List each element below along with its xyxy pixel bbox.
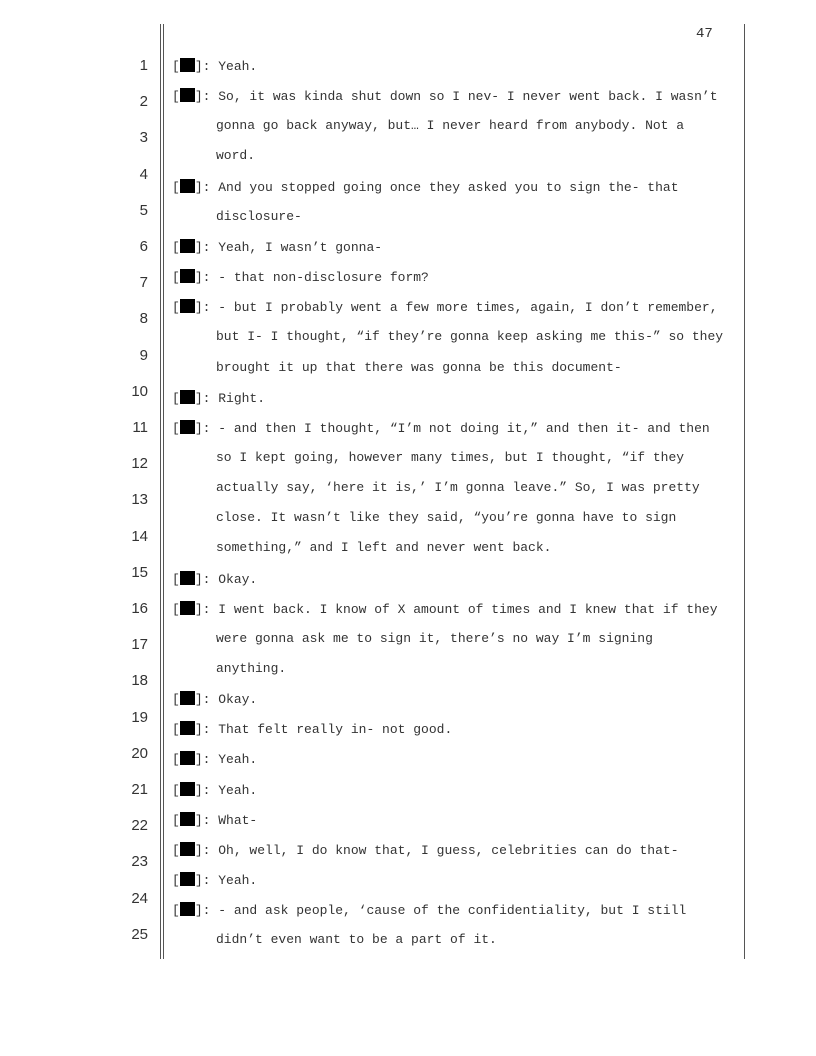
speaker-open-bracket: [ — [172, 722, 180, 738]
speaker-tag — [172, 179, 210, 195]
line-text: but I- I thought, “if they’re gonna keep asking me this-” so they — [216, 329, 724, 345]
line-number: 1 — [139, 57, 148, 74]
line-text: What- — [210, 812, 258, 828]
line-text: I went back. I know of X amount of times and I knew that if they — [210, 601, 718, 617]
continuation-line — [216, 480, 700, 495]
line-number: 3 — [139, 129, 148, 147]
redaction-block — [180, 390, 195, 404]
speaker-open-bracket: [ — [172, 782, 180, 798]
speaker-open-bracket: [ — [172, 812, 180, 828]
line-text: - and ask people, ‘cause of the confidentiality, but I still — [210, 903, 687, 919]
line-number: 25 — [131, 925, 148, 943]
speaker-close-bracket: ]: — [194, 752, 211, 768]
speaker-line — [172, 812, 257, 828]
line-number: 8 — [139, 310, 148, 328]
line-number: 19 — [131, 708, 148, 726]
speaker-tag — [172, 88, 210, 104]
line-number: 15 — [131, 563, 148, 581]
line-number: 2 — [139, 93, 148, 111]
line-number: 13 — [131, 491, 148, 509]
redaction-block — [180, 179, 195, 193]
line-number: 12 — [131, 455, 148, 473]
line-text: So, it was kinda shut down so I nev- I never went back. I wasn’t — [210, 89, 718, 105]
line-text: And you stopped going once they asked you to sign the- that — [210, 179, 679, 195]
line-text: close. It wasn’t like they said, “you’re gonna have to sign — [216, 510, 677, 526]
line-text: Yeah. — [210, 752, 258, 768]
speaker-line — [172, 601, 718, 617]
speaker-tag — [172, 420, 210, 436]
speaker-open-bracket: [ — [172, 179, 180, 195]
line-text: were gonna ask me to sign it, there’s no way I’m signing — [216, 630, 653, 646]
continuation-line — [216, 932, 497, 947]
line-text: actually say, ‘here it is,’ I’m gonna leave.” So, I was pretty — [216, 480, 700, 496]
left-margin-rule — [160, 24, 161, 959]
redaction-block — [180, 691, 195, 705]
redaction-block — [180, 88, 195, 102]
speaker-close-bracket: ]: — [194, 390, 211, 406]
continuation-line — [216, 661, 286, 676]
line-text: so I kept going, however many times, but I thought, “if they — [216, 449, 685, 465]
redaction-block — [180, 601, 195, 615]
continuation-line — [216, 329, 723, 344]
line-text: anything. — [216, 661, 287, 676]
line-text: - that non-disclosure form? — [210, 270, 429, 286]
line-number: 14 — [131, 527, 148, 545]
redaction-block — [180, 872, 195, 886]
speaker-close-bracket: ]: — [194, 692, 211, 708]
speaker-close-bracket: ]: — [194, 601, 211, 617]
line-text: - but I probably went a few more times, again, I don’t remember, — [210, 300, 718, 316]
line-number: 4 — [139, 165, 148, 183]
speaker-tag — [172, 812, 210, 828]
speaker-line — [172, 269, 429, 285]
redaction-block — [180, 842, 195, 856]
speaker-close-bracket: ]: — [194, 812, 211, 828]
speaker-tag — [172, 390, 210, 406]
speaker-line — [172, 721, 452, 737]
line-text: brought it up that there was gonna be this document- — [216, 359, 622, 375]
line-number: 23 — [131, 853, 148, 871]
speaker-close-bracket: ]: — [194, 239, 211, 255]
speaker-tag — [172, 601, 210, 617]
speaker-close-bracket: ]: — [194, 722, 211, 738]
line-number: 16 — [131, 600, 148, 617]
line-text: didn’t even want to be a part of it. — [216, 932, 497, 948]
line-number: 6 — [139, 238, 148, 255]
redaction-block — [180, 239, 195, 253]
redaction-block — [180, 420, 195, 434]
redaction-block — [180, 751, 195, 765]
speaker-tag — [172, 902, 210, 918]
speaker-line — [172, 571, 257, 587]
page-number: 47 — [696, 26, 713, 42]
line-number: 5 — [139, 201, 148, 219]
continuation-line — [216, 450, 684, 465]
speaker-close-bracket: ]: — [194, 59, 211, 74]
line-number: 17 — [131, 636, 148, 654]
continuation-line — [216, 148, 255, 163]
redaction-block — [180, 269, 195, 283]
speaker-close-bracket: ]: — [194, 300, 211, 316]
speaker-open-bracket: [ — [172, 270, 180, 286]
line-text: word. — [216, 148, 256, 164]
line-text: Oh, well, I do know that, I guess, celebrities can do that- — [210, 842, 679, 858]
speaker-close-bracket: ]: — [194, 179, 211, 195]
speaker-line — [172, 751, 257, 767]
speaker-line — [172, 782, 257, 798]
left-margin-rule-inner — [163, 24, 164, 959]
redaction-block — [180, 812, 195, 826]
speaker-tag — [172, 751, 210, 767]
line-text: something,” and I left and never went back. — [216, 540, 552, 556]
line-number: 24 — [131, 889, 148, 907]
speaker-close-bracket: ]: — [194, 842, 211, 858]
speaker-tag — [172, 239, 210, 255]
speaker-open-bracket: [ — [172, 89, 180, 105]
speaker-line — [172, 179, 679, 195]
speaker-close-bracket: ]: — [194, 89, 211, 105]
continuation-line — [216, 631, 653, 646]
line-number: 11 — [132, 419, 148, 436]
speaker-tag — [172, 782, 210, 798]
speaker-open-bracket: [ — [172, 903, 180, 919]
speaker-open-bracket: [ — [172, 752, 180, 768]
speaker-tag — [172, 691, 210, 707]
speaker-open-bracket: [ — [172, 692, 180, 708]
speaker-line — [172, 58, 257, 74]
line-number: 22 — [131, 817, 148, 835]
line-text: That felt really in- not good. — [210, 722, 453, 738]
speaker-tag — [172, 58, 210, 74]
line-text: Okay. — [210, 571, 258, 587]
continuation-line — [216, 209, 302, 224]
line-number: 21 — [131, 781, 148, 798]
line-text: disclosure- — [216, 208, 302, 224]
speaker-open-bracket: [ — [172, 571, 180, 587]
right-margin-rule — [744, 24, 745, 959]
speaker-close-bracket: ]: — [194, 270, 211, 286]
speaker-close-bracket: ]: — [194, 420, 211, 436]
speaker-open-bracket: [ — [172, 239, 180, 255]
speaker-open-bracket: [ — [172, 420, 180, 436]
speaker-open-bracket: [ — [172, 390, 180, 406]
speaker-tag — [172, 721, 210, 737]
speaker-tag — [172, 872, 210, 888]
line-text: Right. — [210, 390, 266, 406]
speaker-close-bracket: ]: — [194, 903, 211, 919]
line-text: Yeah, I wasn’t gonna- — [210, 239, 383, 255]
line-text: Yeah. — [210, 873, 258, 889]
speaker-line — [172, 420, 710, 436]
speaker-tag — [172, 842, 210, 858]
line-number: 10 — [131, 382, 148, 400]
line-number: 18 — [131, 672, 148, 690]
speaker-line — [172, 902, 686, 918]
redaction-block — [180, 721, 195, 735]
speaker-tag — [172, 299, 210, 315]
speaker-line — [172, 390, 265, 406]
continuation-line — [216, 360, 622, 375]
line-number: 9 — [139, 346, 148, 364]
line-text: gonna go back anyway, but… I never heard from anybody. Not a — [216, 118, 685, 134]
speaker-tag — [172, 269, 210, 285]
speaker-open-bracket: [ — [172, 300, 180, 316]
speaker-line — [172, 88, 718, 104]
speaker-line — [172, 872, 257, 888]
speaker-open-bracket: [ — [172, 873, 180, 889]
speaker-line — [172, 842, 679, 858]
continuation-line — [216, 540, 551, 555]
line-text: Yeah. — [210, 59, 258, 74]
continuation-line — [216, 510, 676, 525]
speaker-close-bracket: ]: — [194, 873, 211, 889]
speaker-open-bracket: [ — [172, 601, 180, 617]
speaker-line — [172, 691, 257, 707]
redaction-block — [180, 782, 195, 796]
redaction-block — [180, 299, 195, 313]
speaker-open-bracket: [ — [172, 59, 180, 74]
speaker-line — [172, 299, 718, 315]
speaker-line — [172, 239, 382, 255]
speaker-tag — [172, 571, 210, 587]
speaker-close-bracket: ]: — [194, 782, 211, 798]
speaker-close-bracket: ]: — [194, 571, 211, 587]
continuation-line — [216, 118, 684, 133]
line-number: 7 — [139, 274, 148, 292]
redaction-block — [180, 902, 195, 916]
line-text: Okay. — [210, 692, 258, 708]
speaker-open-bracket: [ — [172, 842, 180, 858]
line-number: 20 — [131, 744, 148, 762]
line-text: Yeah. — [210, 782, 258, 798]
redaction-block — [180, 571, 195, 585]
redaction-block — [180, 58, 195, 72]
line-text: - and then I thought, “I’m not doing it,” and then it- and then — [210, 420, 710, 436]
